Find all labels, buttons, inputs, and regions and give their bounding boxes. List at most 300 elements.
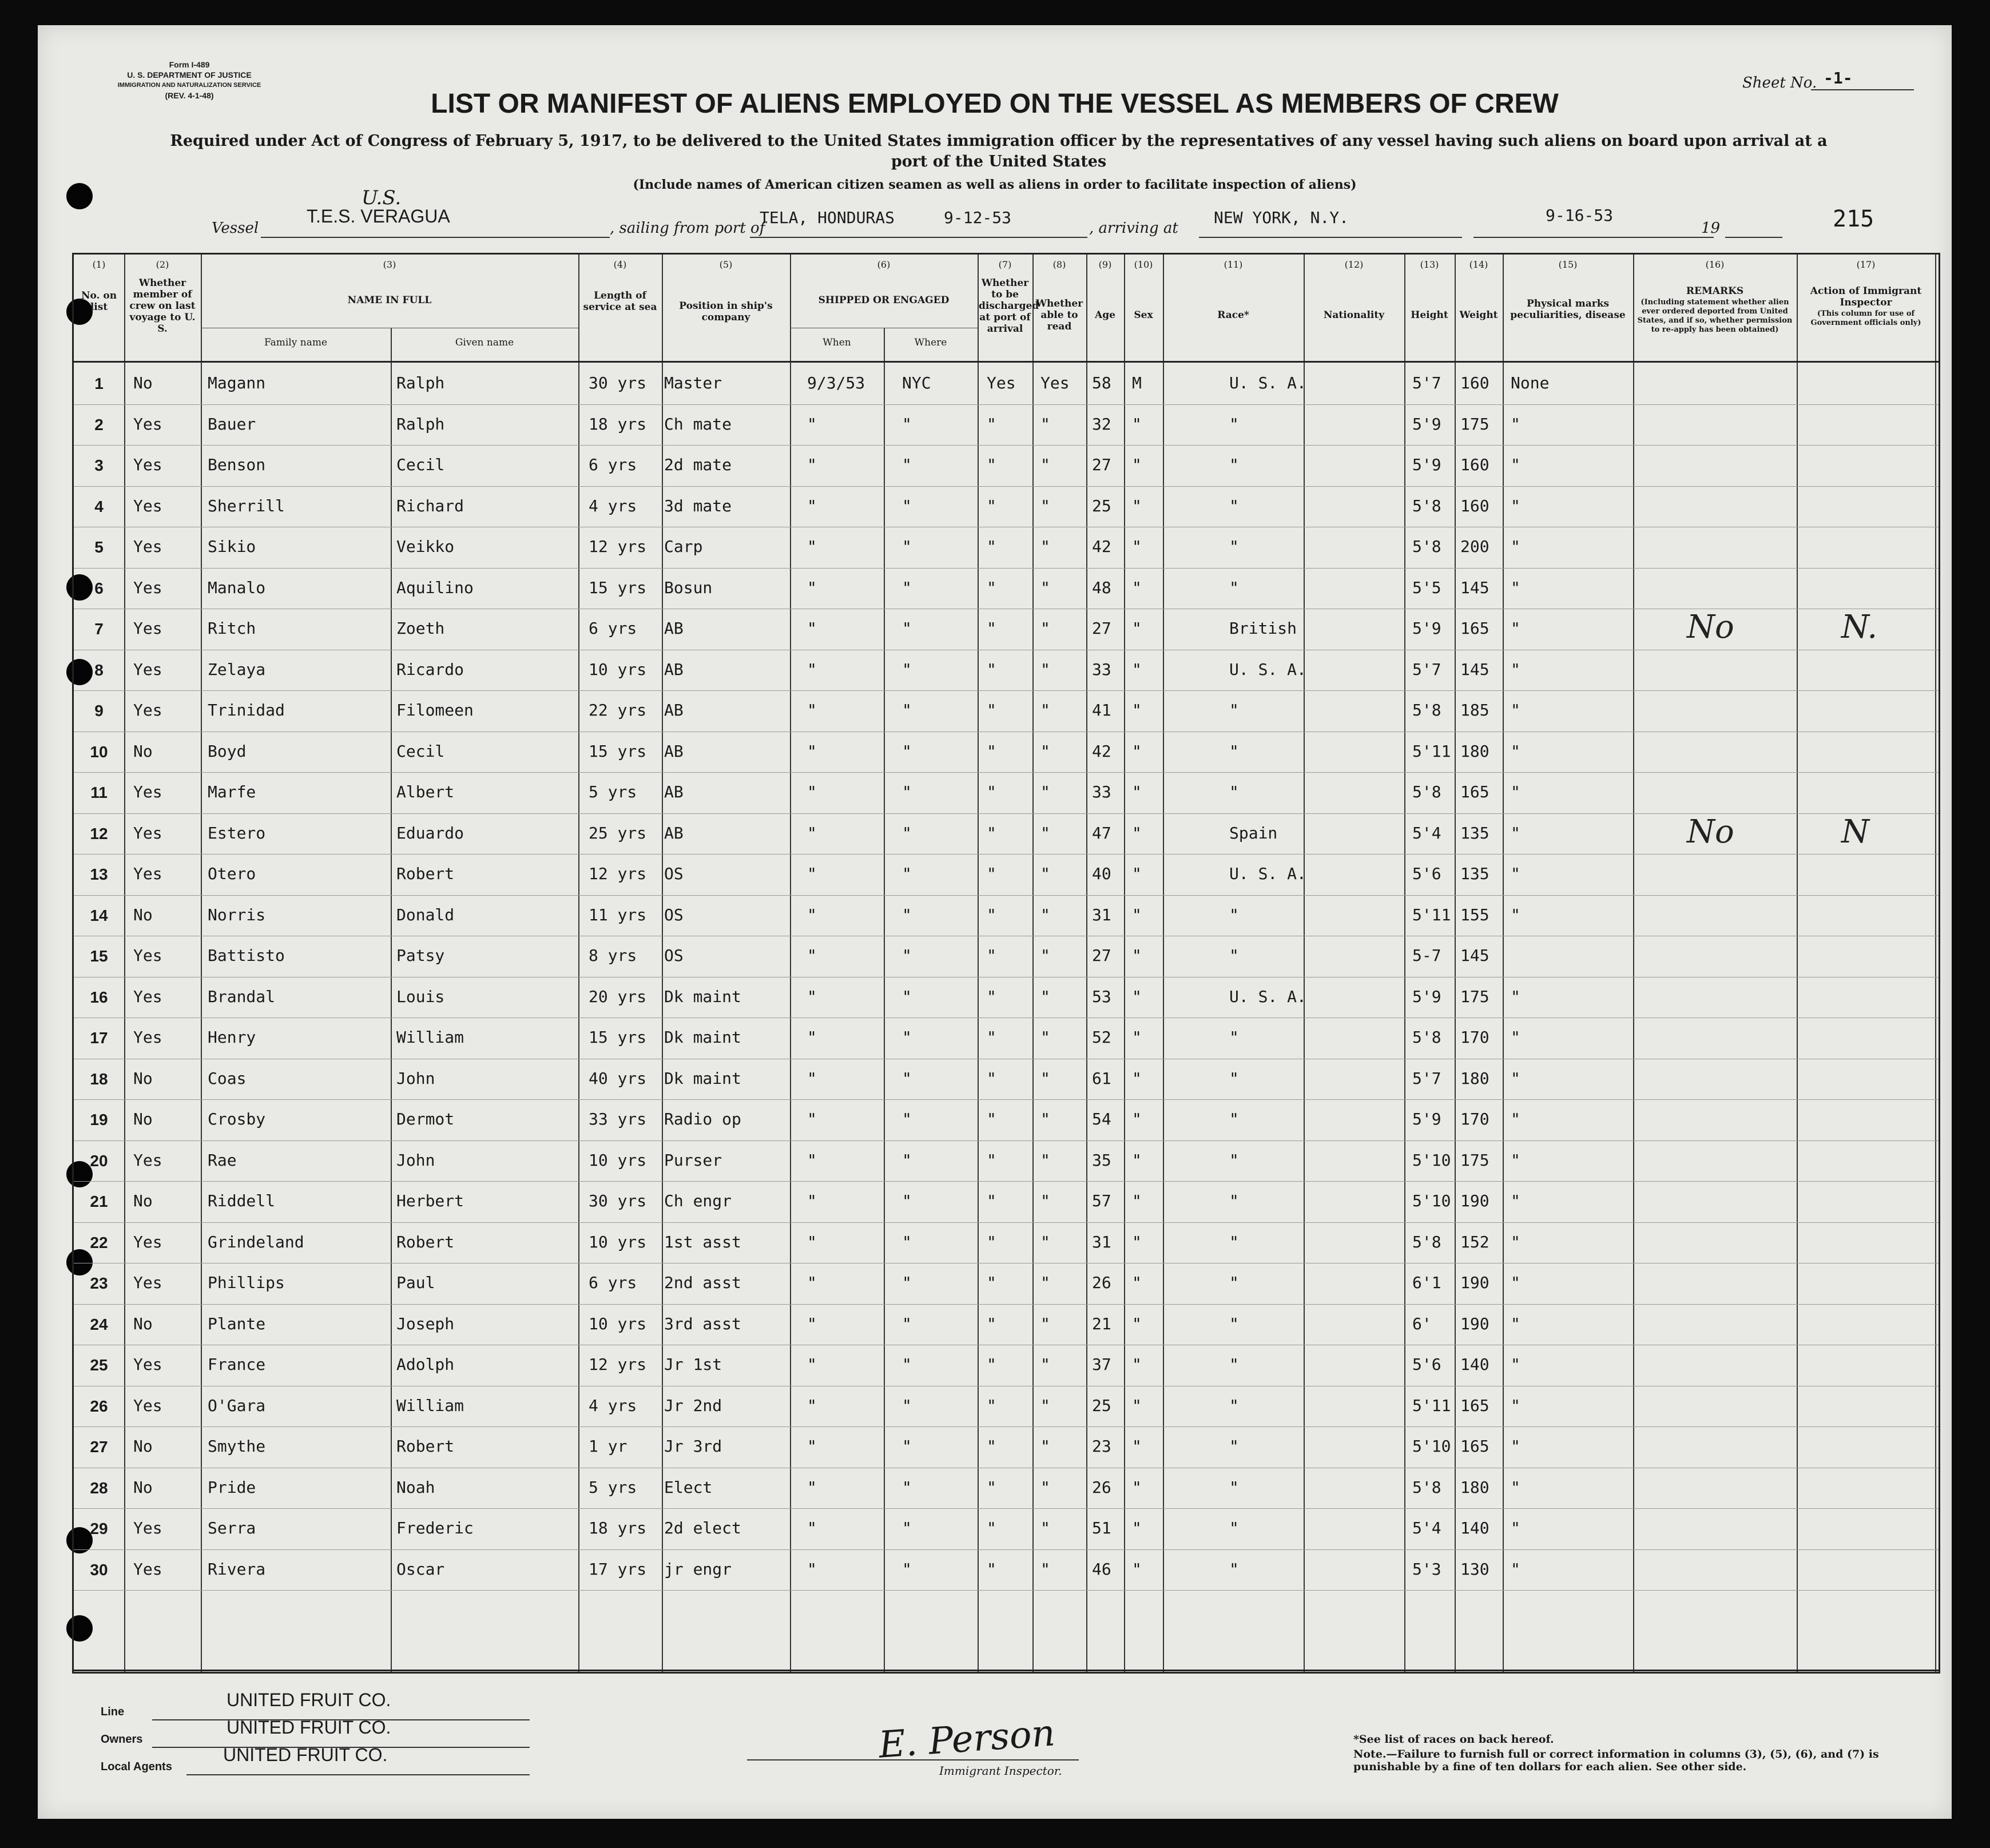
cell-read: " bbox=[1040, 1314, 1050, 1333]
cell-read: " bbox=[1040, 1437, 1050, 1456]
cell-age: 37 bbox=[1092, 1355, 1111, 1374]
cell-age: 27 bbox=[1092, 946, 1111, 965]
cell-read: " bbox=[1040, 414, 1050, 434]
cell-weight: 180 bbox=[1460, 741, 1489, 761]
cell-age: 26 bbox=[1092, 1273, 1111, 1292]
cell-read: " bbox=[1040, 1150, 1050, 1170]
cell-discharged: " bbox=[987, 741, 996, 761]
cell-family: Plante bbox=[208, 1314, 266, 1333]
cell-service: 5 yrs bbox=[589, 1477, 637, 1497]
sailing-label: , sailing from port of bbox=[610, 220, 765, 237]
cell-last: Yes bbox=[133, 1232, 162, 1251]
cell-marks: " bbox=[1511, 537, 1520, 556]
cell-sex: " bbox=[1132, 823, 1142, 842]
col-num: (2) bbox=[156, 259, 169, 270]
cell-family: Battisto bbox=[208, 946, 285, 965]
cell-given: John bbox=[396, 1150, 435, 1170]
cell-race: " bbox=[1229, 1477, 1239, 1497]
cell-when: " bbox=[807, 823, 817, 842]
cell-where: " bbox=[902, 1191, 912, 1210]
cell-age: 52 bbox=[1092, 1028, 1111, 1047]
cell-age: 35 bbox=[1092, 1150, 1111, 1170]
cell-height: 5'11 bbox=[1412, 741, 1451, 761]
cell-height: 5'7 bbox=[1412, 373, 1441, 392]
col-num: (4) bbox=[613, 259, 627, 270]
cell-read: Yes bbox=[1040, 373, 1070, 392]
col-num: (15) bbox=[1558, 259, 1578, 270]
cell-sex: " bbox=[1132, 946, 1142, 965]
cell-marks: " bbox=[1511, 1150, 1520, 1170]
col-head-position: Position in ship's company bbox=[679, 300, 773, 323]
cell-weight: 175 bbox=[1460, 1150, 1489, 1170]
arriving-date: 9-16-53 bbox=[1546, 206, 1614, 225]
cell-family: Bauer bbox=[208, 414, 256, 434]
year-label: 19 bbox=[1701, 220, 1721, 237]
cell-marks: " bbox=[1511, 1068, 1520, 1088]
cell-read: " bbox=[1040, 1396, 1050, 1415]
arriving-port: NEW YORK, N.Y. bbox=[1214, 208, 1349, 227]
cell-service: 25 yrs bbox=[589, 823, 647, 842]
cell-discharged: " bbox=[987, 946, 996, 965]
cell-service: 4 yrs bbox=[589, 1396, 637, 1415]
cell-weight: 165 bbox=[1460, 619, 1489, 638]
col-head-remarks: REMARKS bbox=[1686, 285, 1744, 297]
cell-age: 41 bbox=[1092, 701, 1111, 720]
cell-last: Yes bbox=[133, 455, 162, 474]
cell-height: 5-7 bbox=[1412, 946, 1441, 965]
cell-marks: " bbox=[1511, 823, 1520, 842]
row-number: 16 bbox=[90, 988, 108, 1006]
col-head-sex: Sex bbox=[1134, 309, 1153, 321]
cell-position: Ch mate bbox=[664, 414, 732, 434]
cell-where: " bbox=[902, 1068, 912, 1088]
cell-age: 21 bbox=[1092, 1314, 1111, 1333]
cell-height: 5'8 bbox=[1412, 1477, 1441, 1497]
cell-height: 5'3 bbox=[1412, 1559, 1441, 1579]
cell-when: " bbox=[807, 455, 817, 474]
cell-given: Paul bbox=[396, 1273, 435, 1292]
cell-height: 5'7 bbox=[1412, 1068, 1441, 1088]
cell-service: 5 yrs bbox=[589, 782, 637, 801]
cell-sex: " bbox=[1132, 701, 1142, 720]
cell-age: 31 bbox=[1092, 1232, 1111, 1251]
cell-weight: 190 bbox=[1460, 1273, 1489, 1292]
cell-position: Carp bbox=[664, 537, 703, 556]
row-number: 8 bbox=[94, 661, 104, 679]
cell-sex: " bbox=[1132, 1068, 1142, 1088]
cell-height: 5'10 bbox=[1412, 1150, 1451, 1170]
cell-family: Phillips bbox=[208, 1273, 285, 1292]
cell-age: 42 bbox=[1092, 741, 1111, 761]
cell-family: Marfe bbox=[208, 782, 256, 801]
cell-race: " bbox=[1229, 1273, 1239, 1292]
cell-discharged: " bbox=[987, 905, 996, 924]
col-head-no: No. on list bbox=[81, 290, 117, 313]
cell-height: 5'11 bbox=[1412, 1396, 1451, 1415]
cell-where: " bbox=[902, 905, 912, 924]
row-divider bbox=[74, 690, 1939, 691]
cell-sex: " bbox=[1132, 1396, 1142, 1415]
cell-read: " bbox=[1040, 619, 1050, 638]
cell-last: Yes bbox=[133, 864, 162, 883]
cell-age: 58 bbox=[1092, 373, 1111, 392]
cell-age: 42 bbox=[1092, 537, 1111, 556]
cell-last: No bbox=[133, 373, 153, 392]
cell-height: 5'6 bbox=[1412, 1355, 1441, 1374]
row-divider bbox=[74, 445, 1939, 446]
cell-where: " bbox=[902, 946, 912, 965]
cell-race: " bbox=[1229, 1232, 1239, 1251]
cell-height: 5'10 bbox=[1412, 1191, 1451, 1210]
cell-family: Grindeland bbox=[208, 1232, 304, 1251]
cell-height: 5'8 bbox=[1412, 701, 1441, 720]
cell-race: U. S. A. bbox=[1229, 659, 1306, 679]
cell-last: No bbox=[133, 1110, 153, 1128]
cell-age: 48 bbox=[1092, 578, 1111, 597]
cell-given: William bbox=[396, 1396, 464, 1415]
cell-where: " bbox=[902, 1559, 912, 1579]
row-number: 23 bbox=[90, 1274, 108, 1292]
crew-table bbox=[72, 253, 1940, 1674]
cell-read: " bbox=[1040, 823, 1050, 842]
cell-last: No bbox=[133, 1191, 153, 1210]
cell-position: OS bbox=[664, 905, 684, 924]
cell-race: " bbox=[1229, 1150, 1239, 1170]
cell-height: 6' bbox=[1412, 1314, 1432, 1333]
cell-family: Smythe bbox=[208, 1437, 266, 1456]
cell-family: Ritch bbox=[208, 619, 256, 638]
cell-position: Bosun bbox=[664, 578, 713, 597]
cell-when: " bbox=[807, 1396, 817, 1415]
cell-where: " bbox=[902, 1314, 912, 1333]
line-value: UNITED FRUIT CO. bbox=[227, 1690, 391, 1710]
cell-marks: " bbox=[1511, 414, 1520, 434]
cell-race: " bbox=[1229, 946, 1239, 965]
cell-family: O'Gara bbox=[208, 1396, 266, 1415]
cell-last: No bbox=[133, 1477, 153, 1497]
cell-when: " bbox=[807, 987, 817, 1006]
col-num: (9) bbox=[1098, 259, 1112, 270]
cell-service: 10 yrs bbox=[589, 659, 647, 679]
cell-when: " bbox=[807, 496, 817, 515]
sailing-underline bbox=[750, 237, 1087, 238]
col-head-discharged: Whether to be discharged at port of arrival bbox=[979, 277, 1039, 335]
cell-marks: " bbox=[1511, 1519, 1520, 1537]
cell-where: " bbox=[902, 1273, 912, 1292]
col-num: (11) bbox=[1224, 259, 1243, 270]
col-head-age: Age bbox=[1095, 309, 1115, 321]
cell-where: " bbox=[902, 414, 912, 434]
cell-weight: 190 bbox=[1460, 1191, 1489, 1210]
cell-read: " bbox=[1040, 701, 1050, 720]
row-divider bbox=[74, 1099, 1939, 1100]
cell-service: 6 yrs bbox=[589, 1273, 637, 1292]
row-number: 22 bbox=[90, 1233, 108, 1251]
col-num: (5) bbox=[719, 259, 733, 270]
cell-weight: 190 bbox=[1460, 1314, 1489, 1333]
cell-family: Coas bbox=[208, 1068, 247, 1088]
cell-when: " bbox=[807, 701, 817, 720]
cell-marks: " bbox=[1511, 987, 1520, 1006]
cell-age: 27 bbox=[1092, 455, 1111, 474]
cell-position: Dk maint bbox=[664, 987, 741, 1006]
year-underline bbox=[1725, 237, 1782, 238]
cell-sex: " bbox=[1132, 1477, 1142, 1497]
cell-given: Ricardo bbox=[396, 659, 464, 679]
col-head-service: Length of service at sea bbox=[583, 290, 657, 313]
cell-last: Yes bbox=[133, 659, 162, 679]
cell-given: William bbox=[396, 1028, 464, 1047]
cell-position: Purser bbox=[664, 1150, 722, 1170]
cell-discharged: " bbox=[987, 537, 996, 556]
row-number: 28 bbox=[90, 1479, 108, 1497]
cell-sex: " bbox=[1132, 1519, 1142, 1537]
cell-family: Riddell bbox=[208, 1191, 276, 1210]
inspector-label: Immigrant Inspector. bbox=[939, 1764, 1062, 1778]
cell-discharged: " bbox=[987, 496, 996, 515]
row-number: 26 bbox=[90, 1397, 108, 1415]
col-head-marks: Physical marks peculiarities, disease bbox=[1510, 298, 1626, 321]
cell-given: Herbert bbox=[396, 1191, 464, 1210]
subhead-where: Where bbox=[914, 337, 947, 348]
cell-race: " bbox=[1229, 1191, 1239, 1210]
sheet-label: Sheet No. bbox=[1742, 74, 1817, 92]
row-divider bbox=[74, 895, 1939, 896]
col-head-height: Height bbox=[1411, 309, 1448, 321]
cell-age: 27 bbox=[1092, 619, 1111, 638]
cell-discharged: " bbox=[987, 578, 996, 597]
cell-given: Eduardo bbox=[396, 823, 464, 842]
cell-position: AB bbox=[664, 701, 684, 720]
cell-sex: " bbox=[1132, 1273, 1142, 1292]
cell-given: Adolph bbox=[396, 1355, 455, 1374]
cell-position: 1st asst bbox=[664, 1232, 741, 1251]
cell-marks: " bbox=[1511, 905, 1520, 924]
cell-where: " bbox=[902, 619, 912, 638]
cell-marks: " bbox=[1511, 1559, 1520, 1579]
form-line: Form I-489 bbox=[169, 60, 210, 69]
cell-race: U. S. A. bbox=[1229, 864, 1306, 883]
row-number: 13 bbox=[90, 865, 108, 883]
col-num: (14) bbox=[1469, 259, 1488, 270]
row-divider bbox=[74, 568, 1939, 569]
cell-weight: 145 bbox=[1460, 946, 1489, 965]
cell-where: " bbox=[902, 496, 912, 515]
cell-height: 5'9 bbox=[1412, 455, 1441, 474]
cell-sex: " bbox=[1132, 1028, 1142, 1047]
cell-position: AB bbox=[664, 619, 684, 638]
cell-height: 5'8 bbox=[1412, 1232, 1441, 1251]
cell-action: N bbox=[1841, 813, 1869, 851]
cell-given: Patsy bbox=[396, 946, 445, 965]
row-divider bbox=[74, 772, 1939, 773]
cell-where: " bbox=[902, 864, 912, 883]
cell-service: 1 yr bbox=[589, 1437, 627, 1456]
cell-last: Yes bbox=[133, 782, 162, 801]
cell-race: " bbox=[1229, 1110, 1239, 1128]
col-head-weight: Weight bbox=[1459, 309, 1498, 321]
row-number: 20 bbox=[90, 1151, 108, 1170]
cell-when: 9/3/53 bbox=[807, 373, 865, 392]
cell-age: 47 bbox=[1092, 823, 1111, 842]
cell-height: 5'9 bbox=[1412, 414, 1441, 434]
cell-service: 10 yrs bbox=[589, 1232, 647, 1251]
cell-given: Aquilino bbox=[396, 578, 474, 597]
cell-discharged: " bbox=[987, 1477, 996, 1497]
cell-weight: 155 bbox=[1460, 905, 1489, 924]
subhead-family: Family name bbox=[264, 337, 328, 348]
row-number: 4 bbox=[94, 497, 104, 515]
cell-family: Sherrill bbox=[208, 496, 285, 515]
cell-family: Manalo bbox=[208, 578, 266, 597]
cell-discharged: " bbox=[987, 659, 996, 679]
subtitle: Required under Act of Congress of February 5, 1917, to be delivered to the United States immigration officer by the representatives of any vessel having such aliens on board upon arrival at a port of the United States bbox=[170, 132, 1828, 170]
cell-marks: " bbox=[1511, 619, 1520, 638]
cell-service: 15 yrs bbox=[589, 741, 647, 761]
cell-discharged: " bbox=[987, 987, 996, 1006]
cell-when: " bbox=[807, 1068, 817, 1088]
cell-position: AB bbox=[664, 659, 684, 679]
cell-where: " bbox=[902, 1110, 912, 1128]
col-num: (1) bbox=[92, 259, 106, 270]
cell-position: 2d mate bbox=[664, 455, 732, 474]
row-divider bbox=[74, 404, 1939, 405]
cell-race: " bbox=[1229, 1068, 1239, 1088]
cell-when: " bbox=[807, 1314, 817, 1333]
cell-read: " bbox=[1040, 1191, 1050, 1210]
cell-given: Robert bbox=[396, 1437, 455, 1456]
cell-position: Radio op bbox=[664, 1110, 741, 1128]
cell-age: 33 bbox=[1092, 659, 1111, 679]
cell-weight: 140 bbox=[1460, 1519, 1489, 1537]
cell-where: " bbox=[902, 1437, 912, 1456]
cell-where: " bbox=[902, 455, 912, 474]
cell-where: " bbox=[902, 823, 912, 842]
cell-marks: " bbox=[1511, 741, 1520, 761]
cell-position: Master bbox=[664, 373, 722, 392]
cell-race: " bbox=[1229, 741, 1239, 761]
cell-read: " bbox=[1040, 659, 1050, 679]
col-head-action: Action of Immigrant Inspector bbox=[1810, 285, 1922, 308]
cell-last: No bbox=[133, 1437, 153, 1456]
cell-last: Yes bbox=[133, 701, 162, 720]
cell-last: No bbox=[133, 1314, 153, 1333]
cell-read: " bbox=[1040, 987, 1050, 1006]
cell-last: Yes bbox=[133, 1273, 162, 1292]
cell-given: Richard bbox=[396, 496, 464, 515]
cell-last: Yes bbox=[133, 1396, 162, 1415]
cell-family: Boyd bbox=[208, 741, 247, 761]
row-number: 19 bbox=[90, 1111, 108, 1128]
cell-weight: 145 bbox=[1460, 578, 1489, 597]
col-num: (16) bbox=[1705, 259, 1725, 270]
cell-weight: 160 bbox=[1460, 496, 1489, 515]
row-number: 17 bbox=[90, 1029, 108, 1047]
cell-read: " bbox=[1040, 578, 1050, 597]
cell-read: " bbox=[1040, 537, 1050, 556]
cell-last: Yes bbox=[133, 578, 162, 597]
row-number: 14 bbox=[90, 906, 108, 924]
cell-sex: " bbox=[1132, 1232, 1142, 1251]
cell-position: Elect bbox=[664, 1477, 713, 1497]
cell-race: U. S. A. bbox=[1229, 987, 1306, 1006]
cell-when: " bbox=[807, 1110, 817, 1128]
cell-last: Yes bbox=[133, 823, 162, 842]
col-head-nationality: Nationality bbox=[1323, 309, 1385, 321]
cell-service: 15 yrs bbox=[589, 1028, 647, 1047]
cell-family: Estero bbox=[208, 823, 266, 842]
line-label: Line bbox=[101, 1706, 125, 1718]
cell-read: " bbox=[1040, 782, 1050, 801]
cell-when: " bbox=[807, 1232, 817, 1251]
cell-race: " bbox=[1229, 701, 1239, 720]
col-num: (3) bbox=[383, 259, 396, 270]
row-number: 5 bbox=[94, 538, 104, 556]
cell-height: 5'4 bbox=[1412, 1519, 1441, 1537]
cell-service: 20 yrs bbox=[589, 987, 647, 1006]
cell-age: 57 bbox=[1092, 1191, 1111, 1210]
remarks-note: (Including statement whether alien ever ordered deported from United States, and if so, whether permission to re-apply has been obtained) bbox=[1637, 298, 1793, 334]
cell-sex: " bbox=[1132, 1559, 1142, 1579]
row-divider bbox=[74, 1549, 1939, 1550]
cell-discharged: " bbox=[987, 1314, 996, 1333]
cell-position: 3d mate bbox=[664, 496, 732, 515]
cell-race: " bbox=[1229, 537, 1239, 556]
cell-when: " bbox=[807, 578, 817, 597]
cell-marks: " bbox=[1511, 1355, 1520, 1374]
cell-where: " bbox=[902, 1477, 912, 1497]
cell-race: " bbox=[1229, 414, 1239, 434]
cell-weight: 160 bbox=[1460, 373, 1489, 392]
cell-service: 40 yrs bbox=[589, 1068, 647, 1088]
sailing-port: TELA, HONDURAS bbox=[760, 208, 895, 227]
cell-when: " bbox=[807, 1273, 817, 1292]
cell-service: 30 yrs bbox=[589, 373, 647, 392]
cell-age: 53 bbox=[1092, 987, 1111, 1006]
cell-marks: " bbox=[1511, 1232, 1520, 1251]
cell-when: " bbox=[807, 1355, 817, 1374]
cell-height: 5'8 bbox=[1412, 496, 1441, 515]
cell-sex: " bbox=[1132, 537, 1142, 556]
cell-age: 51 bbox=[1092, 1519, 1111, 1537]
cell-race: " bbox=[1229, 1437, 1239, 1456]
cell-weight: 170 bbox=[1460, 1028, 1489, 1047]
cell-age: 31 bbox=[1092, 905, 1111, 924]
cell-marks: None bbox=[1511, 373, 1550, 392]
row-number: 2 bbox=[94, 415, 104, 434]
cell-given: Noah bbox=[396, 1477, 435, 1497]
cell-age: 46 bbox=[1092, 1559, 1111, 1579]
cell-given: Robert bbox=[396, 864, 455, 883]
cell-when: " bbox=[807, 1477, 817, 1497]
cell-family: Serra bbox=[208, 1519, 256, 1537]
cell-where: " bbox=[902, 1232, 912, 1251]
cell-given: Albert bbox=[396, 782, 455, 801]
subhead-when: When bbox=[823, 337, 851, 348]
cell-read: " bbox=[1040, 1232, 1050, 1251]
cell-where: " bbox=[902, 537, 912, 556]
penalty-note: Note.—Failure to furnish full or correct information in columns (3), (5), (6), and (7) is punishable by a fine of ten dollars for each alien. See other side. bbox=[1353, 1748, 1879, 1773]
cell-sex: " bbox=[1132, 619, 1142, 638]
cell-read: " bbox=[1040, 1477, 1050, 1497]
cell-last: Yes bbox=[133, 946, 162, 965]
cell-race: " bbox=[1229, 905, 1239, 924]
cell-read: " bbox=[1040, 741, 1050, 761]
cell-weight: 160 bbox=[1460, 455, 1489, 474]
vessel-label: Vessel bbox=[212, 220, 259, 237]
cell-given: Oscar bbox=[396, 1559, 445, 1579]
cell-service: 6 yrs bbox=[589, 455, 637, 474]
